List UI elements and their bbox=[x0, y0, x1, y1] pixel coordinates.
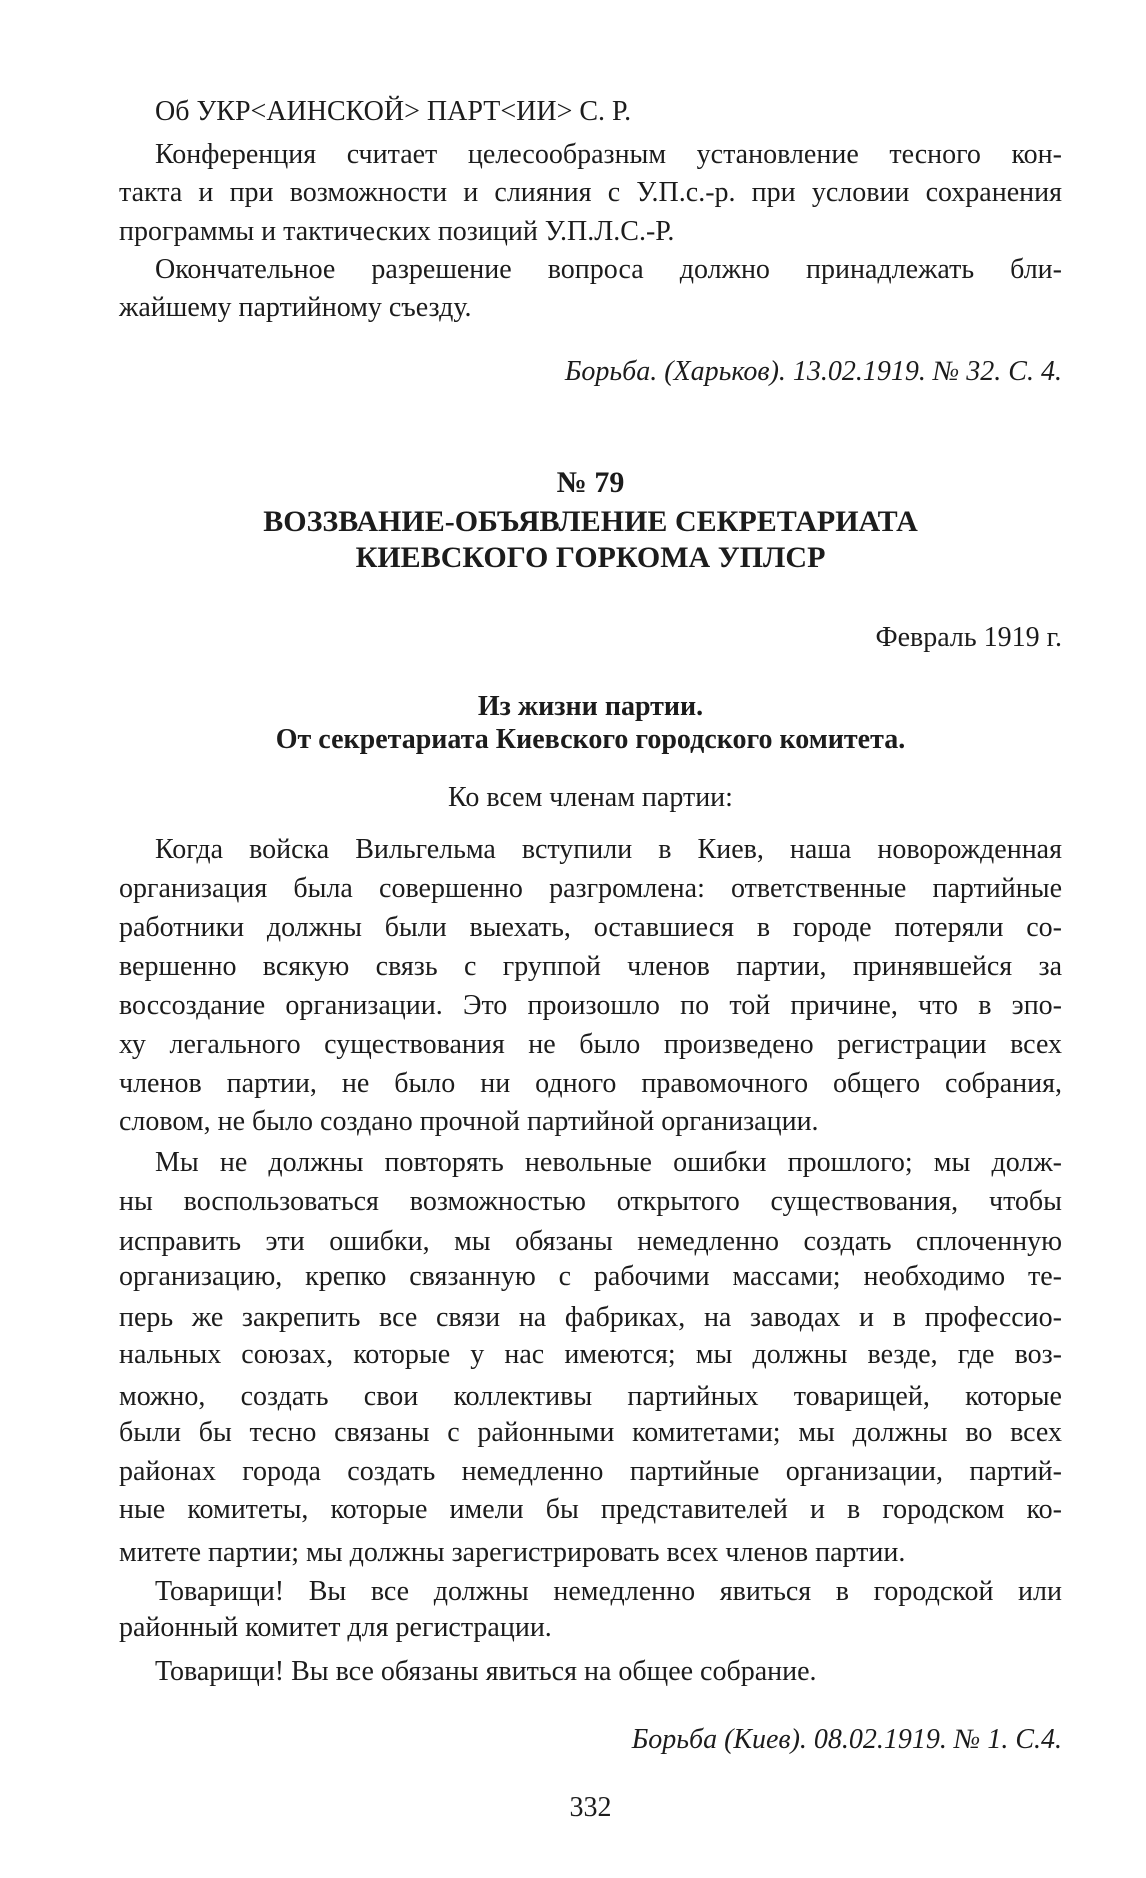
paragraph-line: членов партии, не было ни одного правомочного общего собрания, bbox=[119, 1068, 1062, 1099]
paragraph-line: Товарищи! Вы все должны немедленно явиться в городской или bbox=[155, 1576, 1062, 1607]
paragraph-line: такта и при возможности и слияния с У.П.с.-р. при условии сохранения bbox=[119, 177, 1062, 208]
paragraph-line: районах города создать немедленно партийные организации, партий- bbox=[119, 1456, 1062, 1487]
paragraph-line: ны воспользоваться возможностью открытого существования, чтобы bbox=[119, 1186, 1062, 1217]
paragraph-line: Товарищи! Вы все обязаны явиться на общее собрание. bbox=[155, 1656, 817, 1687]
paragraph-line: были бы тесно связаны с районными комитетами; мы должны во всех bbox=[119, 1417, 1062, 1448]
paragraph-line: ные комитеты, которые имели бы представителей и в городском ко- bbox=[119, 1494, 1062, 1525]
paragraph-line: Окончательное разрешение вопроса должно принадлежать бли- bbox=[155, 254, 1062, 285]
paragraph-line: вершенно всякую связь с группой членов партии, принявшейся за bbox=[119, 951, 1062, 982]
paragraph-line: ху легального существования не было произведено регистрации всех bbox=[119, 1029, 1062, 1060]
paragraph-line: исправить эти ошибки, мы обязаны немедленно создать сплоченную bbox=[119, 1226, 1062, 1257]
paragraph-line: Конференция считает целесообразным установление тесного кон- bbox=[155, 139, 1062, 170]
paragraph-line: воссоздание организации. Это произошло по той причине, что в эпо- bbox=[119, 990, 1062, 1021]
paragraph-line: перь же закрепить все связи на фабриках, на заводах и в профессио- bbox=[119, 1302, 1062, 1333]
document-title: КИЕВСКОГО ГОРКОМА УПЛСР bbox=[355, 541, 826, 574]
paragraph-line: жайшему партийному съезду. bbox=[119, 292, 472, 323]
paragraph-line: районный комитет для регистрации. bbox=[119, 1612, 552, 1643]
page-number: 332 bbox=[569, 1792, 612, 1823]
paragraph-line: митете партии; мы должны зарегистрировать всех членов партии. bbox=[119, 1537, 906, 1568]
document-title: ВОЗЗВАНИЕ-ОБЪЯВЛЕНИЕ СЕКРЕТАРИАТА bbox=[263, 505, 918, 538]
paragraph-line: программы и тактических позиций У.П.Л.С.-Р. bbox=[119, 216, 675, 247]
document-number: № 79 bbox=[556, 466, 625, 499]
salutation: Ко всем членам партии: bbox=[448, 782, 733, 813]
paragraph-line: Когда войска Вильгельма вступили в Киев, наша новорожденная bbox=[155, 834, 1062, 865]
paragraph-line: организацию, крепко связанную с рабочими массами; необходимо те- bbox=[119, 1261, 1062, 1292]
subheading: От секретариата Киевского городского комитета. bbox=[275, 724, 906, 755]
paragraph-line: нальных союзах, которые у нас имеются; мы должны везде, где воз- bbox=[119, 1339, 1062, 1370]
paragraph-line: можно, создать свои коллективы партийных товарищей, которые bbox=[119, 1381, 1062, 1412]
paragraph-line: Мы не должны повторять невольные ошибки прошлого; мы долж- bbox=[155, 1147, 1062, 1178]
section-heading: Об УКР<АИНСКОЙ> ПАРТ<ИИ> С. Р. bbox=[155, 96, 632, 127]
paragraph-line: организация была совершенно разгромлена: ответственные партийные bbox=[119, 873, 1062, 904]
source-citation: Борьба (Киев). 08.02.1919. № 1. С.4. bbox=[631, 1724, 1062, 1755]
paragraph-line: работники должны были выехать, оставшиеся в городе потеряли со- bbox=[119, 912, 1062, 943]
document-date: Февраль 1919 г. bbox=[875, 622, 1062, 653]
paragraph-line: словом, не было создано прочной партийной организации. bbox=[119, 1106, 819, 1137]
subheading: Из жизни партии. bbox=[477, 691, 704, 722]
source-citation: Борьба. (Харьков). 13.02.1919. № 32. С. 4. bbox=[564, 356, 1062, 387]
